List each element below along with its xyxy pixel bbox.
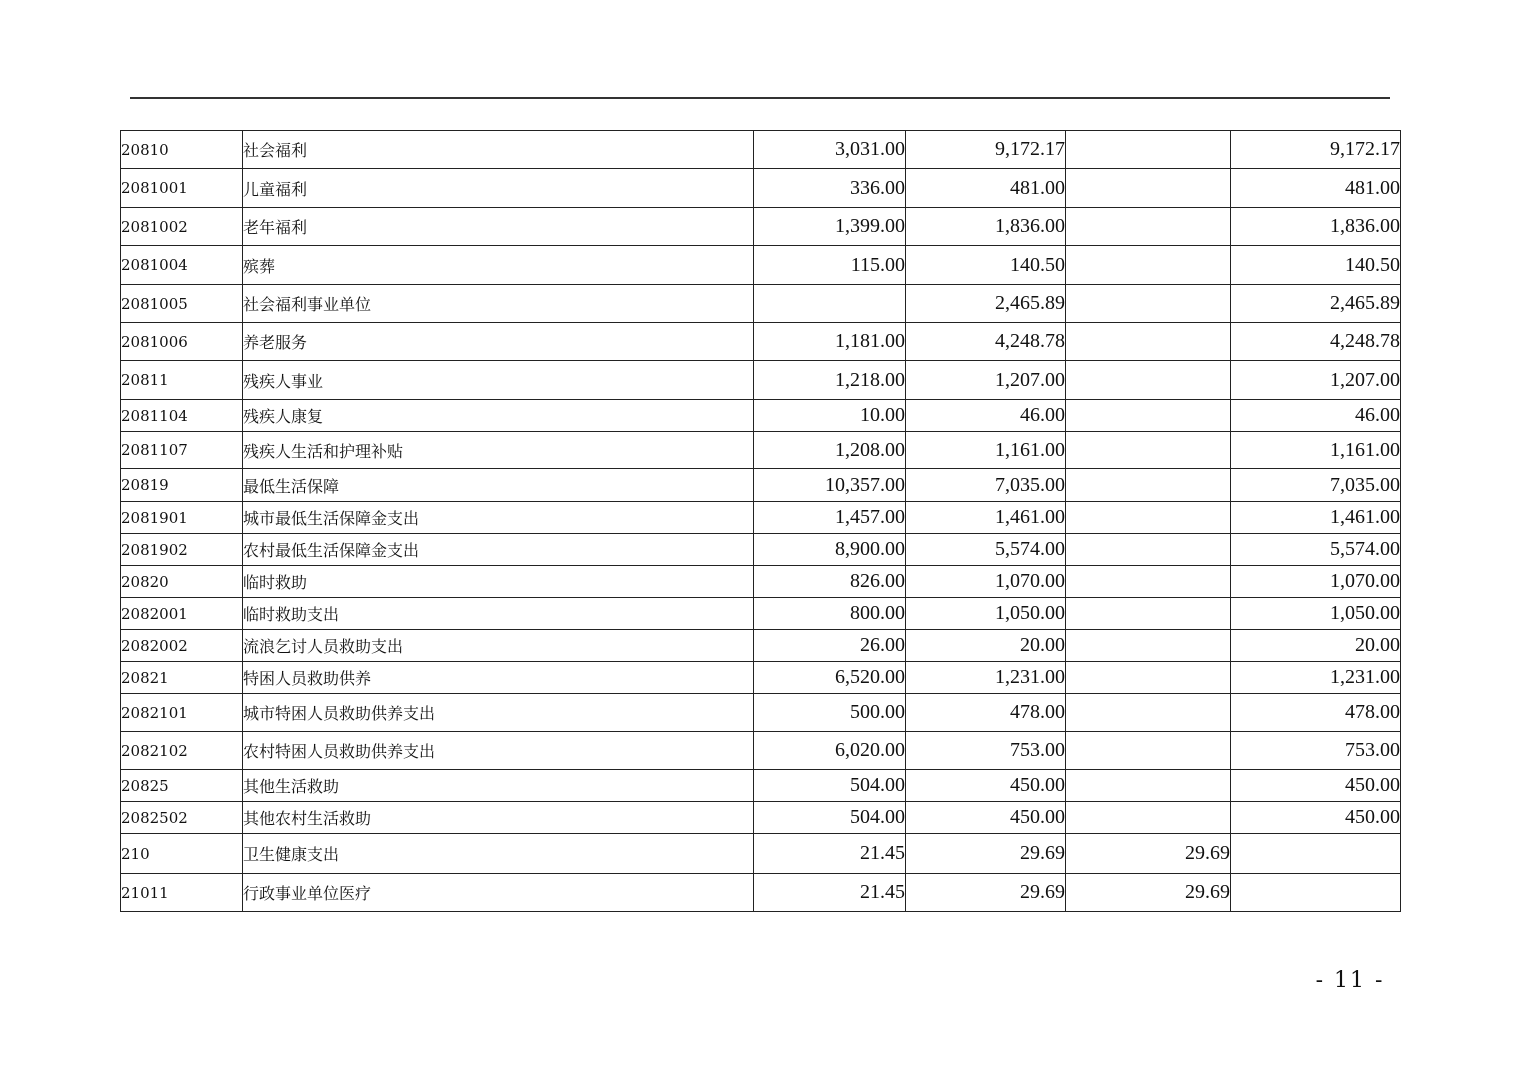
code-cell: 20810 — [121, 131, 243, 169]
amount-cell-1: 21.45 — [754, 874, 906, 912]
code-cell: 20821 — [121, 662, 243, 694]
amount-cell-1: 1,457.00 — [754, 502, 906, 534]
item-name-cell: 其他生活救助 — [243, 770, 754, 802]
code-cell: 2082502 — [121, 802, 243, 834]
amount-cell-1: 10,357.00 — [754, 469, 906, 502]
amount-cell-3 — [1066, 802, 1231, 834]
amount-cell-4: 46.00 — [1231, 400, 1401, 432]
table-row — [121, 770, 1401, 802]
amount-cell-3 — [1066, 285, 1231, 323]
amount-cell-4 — [1231, 874, 1401, 912]
code-cell: 21011 — [121, 874, 243, 912]
amount-cell-3: 29.69 — [1066, 874, 1231, 912]
amount-cell-1: 6,520.00 — [754, 662, 906, 694]
code-cell: 20811 — [121, 361, 243, 400]
amount-cell-3 — [1066, 361, 1231, 400]
amount-cell-2: 46.00 — [906, 400, 1066, 432]
table-row — [121, 432, 1401, 469]
item-name-cell: 农村特困人员救助供养支出 — [243, 732, 754, 770]
amount-cell-2: 7,035.00 — [906, 469, 1066, 502]
amount-cell-2: 1,050.00 — [906, 598, 1066, 630]
amount-cell-2: 1,231.00 — [906, 662, 1066, 694]
amount-cell-3 — [1066, 432, 1231, 469]
amount-cell-3 — [1066, 630, 1231, 662]
amount-cell-3 — [1066, 323, 1231, 361]
amount-cell-1: 336.00 — [754, 169, 906, 208]
item-name-cell: 行政事业单位医疗 — [243, 874, 754, 912]
table-row — [121, 534, 1401, 566]
amount-cell-2: 450.00 — [906, 802, 1066, 834]
amount-cell-1: 1,208.00 — [754, 432, 906, 469]
table-row — [121, 566, 1401, 598]
amount-cell-1: 8,900.00 — [754, 534, 906, 566]
item-name-cell: 城市特困人员救助供养支出 — [243, 694, 754, 732]
item-name-cell: 养老服务 — [243, 323, 754, 361]
item-name-cell: 儿童福利 — [243, 169, 754, 208]
amount-cell-2: 1,070.00 — [906, 566, 1066, 598]
amount-cell-2: 29.69 — [906, 874, 1066, 912]
table-row — [121, 598, 1401, 630]
amount-cell-2: 450.00 — [906, 770, 1066, 802]
amount-cell-4: 4,248.78 — [1231, 323, 1401, 361]
amount-cell-3 — [1066, 694, 1231, 732]
item-name-cell: 老年福利 — [243, 208, 754, 246]
amount-cell-4: 9,172.17 — [1231, 131, 1401, 169]
page-number: - 11 - — [1315, 968, 1385, 993]
amount-cell-4: 20.00 — [1231, 630, 1401, 662]
item-name-cell: 社会福利事业单位 — [243, 285, 754, 323]
item-name-cell: 最低生活保障 — [243, 469, 754, 502]
amount-cell-3 — [1066, 131, 1231, 169]
code-cell: 2082102 — [121, 732, 243, 770]
amount-cell-3 — [1066, 502, 1231, 534]
amount-cell-2: 5,574.00 — [906, 534, 1066, 566]
item-name-cell: 特困人员救助供养 — [243, 662, 754, 694]
item-name-cell: 残疾人康复 — [243, 400, 754, 432]
amount-cell-1: 3,031.00 — [754, 131, 906, 169]
table-row — [121, 361, 1401, 400]
item-name-cell: 其他农村生活救助 — [243, 802, 754, 834]
amount-cell-4: 1,231.00 — [1231, 662, 1401, 694]
amount-cell-4: 450.00 — [1231, 802, 1401, 834]
code-cell: 2081002 — [121, 208, 243, 246]
amount-cell-1: 26.00 — [754, 630, 906, 662]
amount-cell-2: 481.00 — [906, 169, 1066, 208]
table-row — [121, 323, 1401, 361]
code-cell: 2081004 — [121, 246, 243, 285]
amount-cell-3 — [1066, 534, 1231, 566]
amount-cell-1: 826.00 — [754, 566, 906, 598]
code-cell: 2081001 — [121, 169, 243, 208]
amount-cell-1: 504.00 — [754, 770, 906, 802]
item-name-cell: 卫生健康支出 — [243, 834, 754, 874]
code-cell: 2082002 — [121, 630, 243, 662]
amount-cell-2: 478.00 — [906, 694, 1066, 732]
table-row — [121, 834, 1401, 874]
code-cell: 2081104 — [121, 400, 243, 432]
item-name-cell: 农村最低生活保障金支出 — [243, 534, 754, 566]
table-row — [121, 246, 1401, 285]
amount-cell-2: 4,248.78 — [906, 323, 1066, 361]
amount-cell-3 — [1066, 469, 1231, 502]
item-name-cell: 社会福利 — [243, 131, 754, 169]
item-name-cell: 临时救助 — [243, 566, 754, 598]
item-name-cell: 殡葬 — [243, 246, 754, 285]
amount-cell-2: 753.00 — [906, 732, 1066, 770]
code-cell: 2081902 — [121, 534, 243, 566]
table-row — [121, 630, 1401, 662]
amount-cell-1: 1,181.00 — [754, 323, 906, 361]
code-cell: 20825 — [121, 770, 243, 802]
amount-cell-3 — [1066, 770, 1231, 802]
amount-cell-3 — [1066, 598, 1231, 630]
table-row — [121, 400, 1401, 432]
code-cell: 2082101 — [121, 694, 243, 732]
amount-cell-4: 2,465.89 — [1231, 285, 1401, 323]
amount-cell-2: 2,465.89 — [906, 285, 1066, 323]
table-row — [121, 469, 1401, 502]
amount-cell-3 — [1066, 662, 1231, 694]
amount-cell-2: 1,836.00 — [906, 208, 1066, 246]
amount-cell-4: 481.00 — [1231, 169, 1401, 208]
item-name-cell: 流浪乞讨人员救助支出 — [243, 630, 754, 662]
amount-cell-3 — [1066, 208, 1231, 246]
amount-cell-1 — [754, 285, 906, 323]
amount-cell-3 — [1066, 169, 1231, 208]
code-cell: 2081005 — [121, 285, 243, 323]
amount-cell-2: 9,172.17 — [906, 131, 1066, 169]
amount-cell-4: 478.00 — [1231, 694, 1401, 732]
amount-cell-1: 115.00 — [754, 246, 906, 285]
table-row — [121, 285, 1401, 323]
item-name-cell: 残疾人生活和护理补贴 — [243, 432, 754, 469]
code-cell: 20820 — [121, 566, 243, 598]
amount-cell-1: 6,020.00 — [754, 732, 906, 770]
amount-cell-1: 500.00 — [754, 694, 906, 732]
amount-cell-2: 29.69 — [906, 834, 1066, 874]
amount-cell-3 — [1066, 246, 1231, 285]
amount-cell-4: 7,035.00 — [1231, 469, 1401, 502]
code-cell: 210 — [121, 834, 243, 874]
amount-cell-1: 1,218.00 — [754, 361, 906, 400]
amount-cell-2: 1,461.00 — [906, 502, 1066, 534]
item-name-cell: 残疾人事业 — [243, 361, 754, 400]
amount-cell-4: 1,070.00 — [1231, 566, 1401, 598]
header-rule — [130, 97, 1390, 99]
table-row — [121, 874, 1401, 912]
code-cell: 20819 — [121, 469, 243, 502]
table-row — [121, 169, 1401, 208]
amount-cell-3 — [1066, 732, 1231, 770]
amount-cell-3: 29.69 — [1066, 834, 1231, 874]
amount-cell-4: 1,050.00 — [1231, 598, 1401, 630]
amount-cell-4: 753.00 — [1231, 732, 1401, 770]
table-row — [121, 732, 1401, 770]
amount-cell-4: 5,574.00 — [1231, 534, 1401, 566]
amount-cell-1: 10.00 — [754, 400, 906, 432]
table-row — [121, 694, 1401, 732]
amount-cell-4 — [1231, 834, 1401, 874]
amount-cell-1: 504.00 — [754, 802, 906, 834]
amount-cell-3 — [1066, 566, 1231, 598]
table-row — [121, 662, 1401, 694]
amount-cell-4: 1,161.00 — [1231, 432, 1401, 469]
amount-cell-3 — [1066, 400, 1231, 432]
table-body — [121, 131, 1401, 912]
code-cell: 2081006 — [121, 323, 243, 361]
amount-cell-2: 20.00 — [906, 630, 1066, 662]
amount-cell-2: 1,207.00 — [906, 361, 1066, 400]
amount-cell-4: 1,836.00 — [1231, 208, 1401, 246]
amount-cell-4: 1,461.00 — [1231, 502, 1401, 534]
amount-cell-4: 1,207.00 — [1231, 361, 1401, 400]
amount-cell-4: 140.50 — [1231, 246, 1401, 285]
table-row — [121, 208, 1401, 246]
amount-cell-1: 800.00 — [754, 598, 906, 630]
table-row — [121, 802, 1401, 834]
expenditure-table — [120, 130, 1401, 912]
item-name-cell: 城市最低生活保障金支出 — [243, 502, 754, 534]
amount-cell-4: 450.00 — [1231, 770, 1401, 802]
item-name-cell: 临时救助支出 — [243, 598, 754, 630]
amount-cell-2: 1,161.00 — [906, 432, 1066, 469]
amount-cell-2: 140.50 — [906, 246, 1066, 285]
table-row — [121, 131, 1401, 169]
code-cell: 2082001 — [121, 598, 243, 630]
table-row — [121, 502, 1401, 534]
amount-cell-1: 1,399.00 — [754, 208, 906, 246]
code-cell: 2081901 — [121, 502, 243, 534]
code-cell: 2081107 — [121, 432, 243, 469]
amount-cell-1: 21.45 — [754, 834, 906, 874]
